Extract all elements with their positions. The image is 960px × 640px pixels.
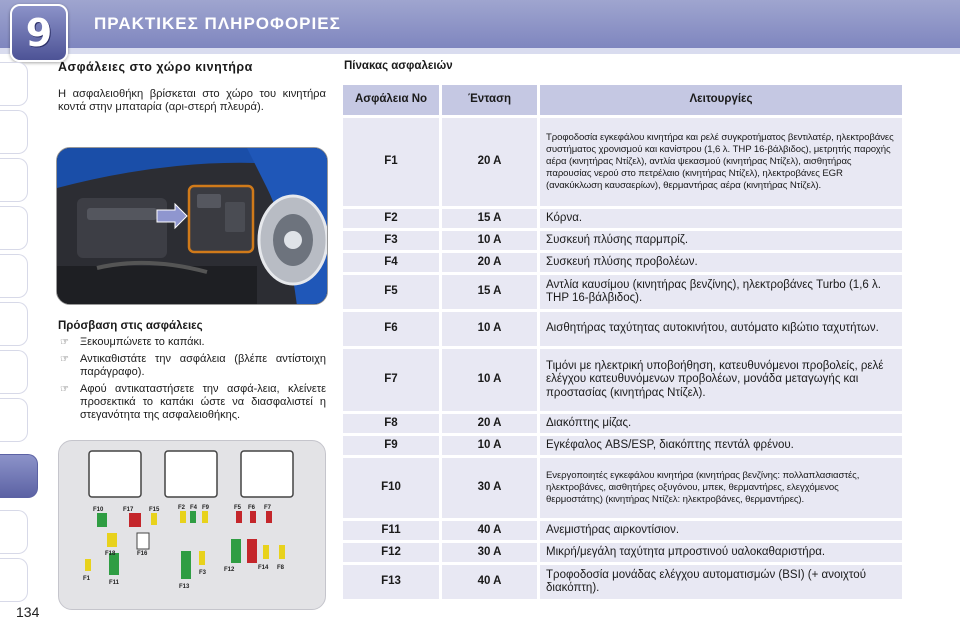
function-cell: Αισθητήρας ταχύτητας αυτοκινήτου, αυτόματο κιβώτιο ταχυτήτων.	[540, 312, 902, 346]
bullet-hand-icon: ☞	[60, 384, 69, 395]
col-header-functions: Λειτουργίες	[540, 85, 902, 115]
fuse-label-f7: F7	[264, 505, 272, 511]
access-steps	[58, 336, 326, 426]
chapter-badge	[10, 4, 68, 62]
amperage-cell: 10 A	[442, 231, 537, 250]
fuse-no-cell: F10	[343, 458, 439, 518]
table-row	[343, 118, 905, 206]
table-row	[343, 209, 905, 228]
fuse-label-f5: F5	[234, 505, 242, 511]
fuse-box-drawing	[59, 441, 327, 611]
fuse-no-cell: F4	[343, 253, 439, 272]
amperage-cell: 10 A	[442, 312, 537, 346]
bullet-hand-icon: ☞	[60, 354, 69, 365]
step-text: Ξεκουμπώνετε το καπάκι.	[80, 336, 205, 348]
table-title: Πίνακας ασφαλειών	[344, 60, 453, 72]
fuse-no-cell: F1	[343, 118, 439, 206]
fuse-label-f18: F18	[105, 551, 116, 557]
table-row	[343, 543, 905, 562]
table-header-row	[343, 85, 905, 115]
fuse-label-f2: F2	[178, 505, 186, 511]
chapter-tab-strip	[0, 62, 40, 602]
amperage-cell: 15 A	[442, 275, 537, 309]
function-cell: Συσκευή πλύσης παρμπρίζ.	[540, 231, 902, 250]
chapter-tab[interactable]	[0, 398, 28, 442]
fuse-label-f16: F16	[137, 551, 148, 557]
fuse-label-f4: F4	[190, 505, 198, 511]
fuse-no-cell: F11	[343, 521, 439, 540]
function-cell: Τροφοδοσία μονάδας ελέγχου αυτοματισμών (BSI) (+ ανοιχτού διακόπτη).	[540, 565, 902, 599]
engine-bay-photo	[56, 147, 328, 305]
col-header-amperage: Ένταση	[442, 85, 537, 115]
table-row	[343, 231, 905, 250]
table-row	[343, 458, 905, 518]
table-row	[343, 349, 905, 411]
chapter-tab[interactable]	[0, 350, 28, 394]
function-cell: Εγκέφαλος ABS/ESP, διακόπτης πεντάλ φρένου.	[540, 436, 902, 455]
fuse-label-f14: F14	[258, 565, 269, 571]
fuse-no-cell: F7	[343, 349, 439, 411]
table-row	[343, 565, 905, 599]
amperage-cell: 10 A	[442, 349, 537, 411]
fuse-label-f6: F6	[248, 505, 256, 511]
function-cell: Αντλία καυσίμου (κινητήρας βενζίνης), ηλεκτροβάνες Turbo (1,6 λ. THP 16-βάλβιδος).	[540, 275, 902, 309]
header-underline	[0, 48, 960, 54]
fuse-no-cell: F5	[343, 275, 439, 309]
page-number: 134	[16, 604, 40, 620]
table-row	[343, 521, 905, 540]
intro-paragraph: Η ασφαλειοθήκη βρίσκεται στο χώρο του κινητήρα κοντά στην μπαταρία (αρι-στερή πλευρά).	[58, 88, 326, 113]
function-cell: Τροφοδοσία εγκεφάλου κινητήρα και ρελέ συγκροτήματος βεντιλατέρ, ηλεκτροβάνες συστήματος χρονισμού και κανίστρου (1,6 λ. THP 16-βάλβιδος), μετρητής παροχής αέρα (κινητήρας Ντίζελ), αντλία ψεκασμού (κινητήρας Ντίζελ), αισθητήρας παρουσίας νερού στο πετρέλαιο (κινητήρας Ντίζελ), ηλεκτροβάνες EGR (ανακύκλωση καυσαερίων), θερμαντήρας αέρα (κινητήρας Ντίζελ).	[540, 118, 902, 206]
engine-bay-illustration	[57, 148, 328, 305]
step-item	[58, 383, 326, 422]
page-title: ΠΡΑΚΤΙΚΕΣ ΠΛΗΡΟΦΟΡΙΕΣ	[94, 14, 341, 33]
chapter-tab[interactable]	[0, 510, 28, 554]
fuse-no-cell: F9	[343, 436, 439, 455]
fuse-no-cell: F6	[343, 312, 439, 346]
function-cell: Κόρνα.	[540, 209, 902, 228]
bullet-hand-icon: ☞	[60, 337, 69, 348]
chapter-tab[interactable]	[0, 110, 28, 154]
chapter-tab[interactable]	[0, 206, 28, 250]
fuse-label-f3: F3	[199, 570, 207, 576]
left-column	[58, 60, 326, 114]
fuse-label-f13: F13	[179, 584, 190, 590]
table-row	[343, 414, 905, 433]
fuse-no-cell: F8	[343, 414, 439, 433]
amperage-cell: 30 A	[442, 458, 537, 518]
fuse-no-cell: F3	[343, 231, 439, 250]
access-title: Πρόσβαση στις ασφάλειες	[58, 320, 203, 332]
amperage-cell: 20 A	[442, 253, 537, 272]
amperage-cell: 30 A	[442, 543, 537, 562]
fuse-label-f1: F1	[83, 576, 91, 582]
fuse-label-f11: F11	[109, 580, 120, 586]
amperage-cell: 20 A	[442, 414, 537, 433]
chapter-tab[interactable]	[0, 62, 28, 106]
fuse-label-f8: F8	[277, 565, 285, 571]
function-cell: Ενεργοποιητές εγκεφάλου κινητήρα (κινητήρας βενζίνης: πολλαπλασιαστές, ηλεκτροβάνες, αισθητήρες οξυγόνου, μπεκ, θερμαντήρες, ελεγχόμενος θερμοστάτης) (κινητήρας Ντίζελ: ηλεκτροβάνες, θερμαντήρες).	[540, 458, 902, 518]
chapter-tab[interactable]	[0, 254, 28, 298]
step-item	[58, 336, 326, 349]
table-row	[343, 312, 905, 346]
function-cell: Μικρή/μεγάλη ταχύτητα μπροστινού υαλοκαθαριστήρα.	[540, 543, 902, 562]
amperage-cell: 20 A	[442, 118, 537, 206]
amperage-cell: 40 A	[442, 565, 537, 599]
step-text: Αντικαθιστάτε την ασφάλεια (βλέπε αντίστοιχη παράγραφο).	[80, 353, 326, 378]
chapter-tab[interactable]	[0, 158, 28, 202]
amperage-cell: 15 A	[442, 209, 537, 228]
function-cell: Τιμόνι με ηλεκτρική υποβοήθηση, κατευθυνόμενοι προβολείς, ρελέ ελέγχου κατευθυνόμενων προβολέων, μονάδα μεταγωγής και προστασίας (κινητήρας Ντίζελ).	[540, 349, 902, 411]
fuse-label-f10: F10	[93, 507, 104, 513]
fuse-label-f12: F12	[224, 567, 235, 573]
col-header-fuse-no: Ασφάλεια No	[343, 85, 439, 115]
function-cell: Ανεμιστήρας αιρκοντίσιον.	[540, 521, 902, 540]
table-row	[343, 253, 905, 272]
fuse-table	[343, 85, 905, 602]
function-cell: Συσκευή πλύσης προβολέων.	[540, 253, 902, 272]
fuse-label-f15: F15	[149, 507, 160, 513]
fuse-no-cell: F13	[343, 565, 439, 599]
table-row	[343, 275, 905, 309]
fuse-no-cell: F12	[343, 543, 439, 562]
chapter-tab[interactable]	[0, 302, 28, 346]
fuse-no-cell: F2	[343, 209, 439, 228]
table-row	[343, 436, 905, 455]
chapter-number: 9	[25, 11, 53, 55]
step-item	[58, 353, 326, 379]
function-cell: Διακόπτης μίζας.	[540, 414, 902, 433]
fuse-box-diagram	[58, 440, 326, 610]
fuse-label-f9: F9	[202, 505, 210, 511]
section-title: Ασφάλειες στο χώρο κινητήρα	[58, 60, 253, 74]
amperage-cell: 40 A	[442, 521, 537, 540]
chapter-tab[interactable]	[0, 558, 28, 602]
amperage-cell: 10 A	[442, 436, 537, 455]
step-text: Αφού αντικαταστήσετε την ασφά-λεια, κλείνετε προσεκτικά το καπάκι ώστε να διασφαλιστεί η στεγανότητα της ασφαλειοθήκης.	[80, 383, 326, 421]
chapter-tab-active[interactable]	[0, 454, 38, 498]
fuse-label-f17: F17	[123, 507, 134, 513]
